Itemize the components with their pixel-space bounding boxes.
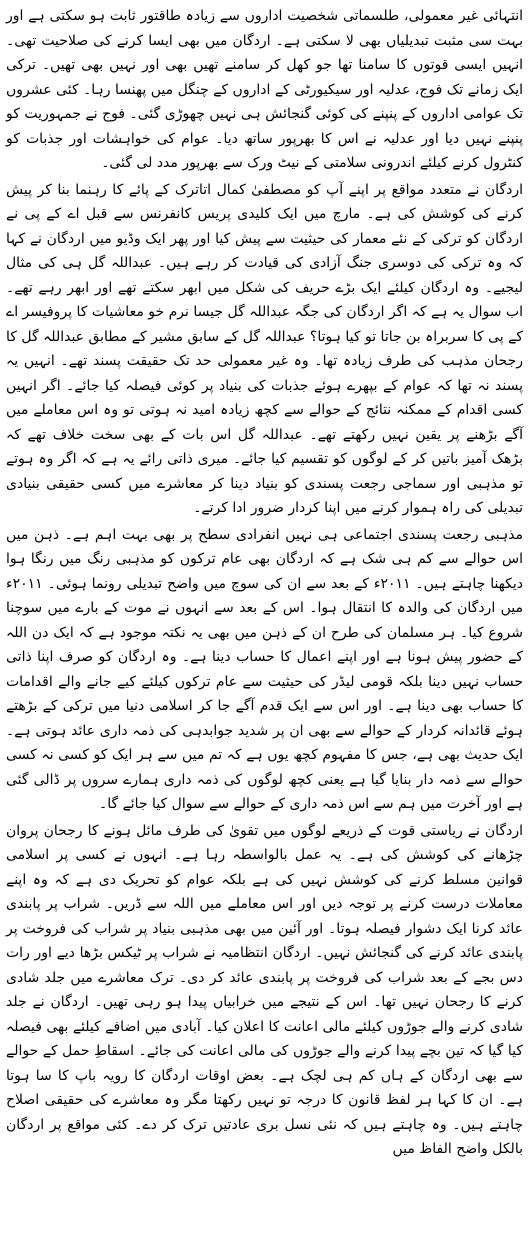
paragraph-intro: انتہائی غیر معمولی، طلسماتی شخصیت اداروں سے زیادہ طاقتور ثابت ہو سکتی ہے اور بہت سی مثبت تبدیلیاں بھی لا سکتی ہے۔ اردگان میں بھی ایسا کرنے کی صلاحیت تھی۔ انہیں ایسی قوتوں کا سامنا تھا جو کھل کر سامنے تھیں بھی اور نہیں بھی تھیں۔ ترکی ایک زمانے تک فوج، عدلیہ اور سیکیورٹی کے اداروں کے چنگل میں پھنسا رہا۔ کئی عشروں تک عوامی اداروں کے پنپنے کی کوئی گنجائش ہی نہیں چھوڑی گئی۔ فوج نے جمہوریت کو پنپنے نہیں دیا اور عدلیہ نے اس کا بھرپور ساتھ دیا۔ عوام کی خواہشات اور جذبات کو کنٹرول کرنے کیلئے اندرونی سلامتی کے نیٹ ورک سے بھرپور مدد لی گئی۔: [6, 8, 523, 171]
paragraph-religious-conservatism: مذہبی رجعت پسندی اجتماعی ہی نہیں انفرادی سطح پر بھی بہت اہم ہے۔ ذہن میں اس حوالے سے کم ہی شک ہے کہ اردگان بھی عام ترکوں کو مذہبی رنگ میں رنگا ہوا دیکھنا چاہتے ہیں۔ ۲۰۱۱ء کے بعد سے ان کی سوچ میں واضح تبدیلی رونما ہوئی۔ ۲۰۱۱ء میں اردگان کی والدہ کا انتقال ہوا۔ اس کے بعد سے انہوں نے موت کے بارے میں سوچنا شروع کیا۔ ہر مسلمان کی طرح ان کے ذہن میں بھی یہ نکتہ موجود ہے کہ ایک دن اللہ کے حضور پیش ہونا ہے اور اپنے اعمال کا حساب دینا ہے۔ وہ اردگان کو صرف اپنا ذاتی حساب نہیں دینا بلکہ قومی لیڈر کی حیثیت سے عام ترکوں کیلئے کیے جانے والے اقدامات کا حساب بھی دینا ہے۔ اور اس سے ایک قدم آگے جا کر اسلامی دنیا میں ترکی کے بڑھتے ہوئے قائدانہ کردار کے حوالے سے بھی ان پر شدید جوابدہی کی ذمہ داری عائد ہوتی ہے۔ ایک حدیث بھی ہے، جس کا مفہوم کچھ یوں ہے کہ تم میں سے ہر ایک کو کسی نہ کسی حوالے سے ذمہ دار بنایا گیا ہے یعنی کچھ لوگوں کی ذمہ داری ہمارے سروں پر ڈالی گئی ہے اور آخرت میں ہم سے اس ذمہ داری کے حوالے سے سوال کیا جائے گا۔: [6, 526, 523, 812]
paragraph-state-policies: اردگان نے ریاستی قوت کے ذریعے لوگوں میں تقویٰ کی طرف مائل ہونے کا رجحان پروان چڑھانے کی کوشش کی ہے۔ یہ عمل بالواسطہ رہا ہے۔ انہوں نے کسی پر اسلامی قوانین مسلط کرنے کی کوشش نہیں کی ہے بلکہ عوام کو تحریک دی ہے کہ وہ اپنے معاملات درست کرنے پر توجہ دیں اور اس معاملے میں اللہ سے ڈریں۔ شراب پر پابندی عائد کرنا ایک دشوار فیصلہ ہوتا۔ اور آئین میں بھی مذہبی بنیاد پر شراب کی فروخت پر پابندی عائد کرنے کی گنجائش نہیں۔ اردگان انتظامیہ نے شراب پر ٹیکس بڑھا دیے اور رات دس بجے کے بعد شراب کی فروخت پر پابندی عائد کر دی۔ ترک معاشرے میں جلد شادی کرنے کا رجحان نہیں تھا۔ اس کے نتیجے میں خرابیاں پیدا ہو رہی تھیں۔ اردگان نے جلد شادی کرنے والے جوڑوں کیلئے مالی اعانت کا اعلان کیا۔ آبادی میں اضافے کیلئے بھی فیصلہ کیا گیا کہ تین بچے پیدا کرنے والے جوڑوں کی مالی اعانت کی جائے۔ اسقاطِ حمل کے حوالے سے بھی اردگان کے ہاں کم ہی لچک ہے۔ بعض اوقات اردگان کا رویہ باپ کا سا ہوتا ہے۔ ان کا کہا ہر لفظ قانون کا درجہ تو نہیں رکھتا مگر وہ معاشرے کی حقیقی اصلاح چاہتے ہیں۔ وہ چاہتے ہیں کہ نئی نسل بری عادتیں ترک کر دے۔ کئی مواقع پر اردگان بالکل واضح الفاظ میں: [6, 822, 523, 1157]
paragraph-ataturk: اردگان نے متعدد مواقع پر اپنے آپ کو مصطفیٰ کمال اتاترک کے پائے کا رہنما بنا کر پیش کرنے کی کوشش کی ہے۔ مارچ میں ایک کلیدی پریس کانفرنس سے قبل اے کے پی نے اردگان کو ترکی کے نئے معمار کی حیثیت سے پیش کیا اور پھر ایک وڈیو میں اردگان نے کہا کہ وہ ترکی کی دوسری جنگ آزادی کی قیادت کر رہے ہیں۔ عبداللہ گل ہی کی مثال لیجیے۔ وہ اردگان کیلئے ایک بڑے حریف کی شکل میں ابھر سکتے تھے اور ابھر رہے تھے۔ اب سوال یہ ہے کہ اگر اردگان کی جگہ عبداللہ گل جیسا نرم خو معاشیات کا پروفیسر اے کے پی کا سربراہ بن جاتا تو کیا ہوتا؟ عبداللہ گل کے سابق مشیر کے مطابق عبداللہ گل کا رجحان مذہب کی طرف زیادہ تھا۔ وہ غیر معمولی حد تک حقیقت پسند تھے۔ انہیں یہ پسند نہ تھا کہ عوام کے بپھرے ہوئے جذبات کی بنیاد پر کوئی فیصلہ کیا جائے۔ اگر انہیں کسی اقدام کے ممکنہ نتائج کے حوالے سے کچھ زیادہ امید نہ ہوتی تو وہ اس معاملے میں آگے بڑھنے پر یقین نہیں رکھتے تھے۔ عبداللہ گل اس بات کے بھی سخت خلاف تھے کہ بڑھک آمیز باتیں کر کے لوگوں کو تقسیم کیا جائے۔ میری ذاتی رائے یہ ہے کہ اگر وہ ہوتے تو مذہبی اور سماجی رجعت پسندی کو بنیاد دینا کر معاشرے میں کسی حقیقی بنیادی تبدیلی کی راہ ہموار کرنے میں اپنا کردار ضرور ادا کرتے۔: [6, 181, 523, 516]
